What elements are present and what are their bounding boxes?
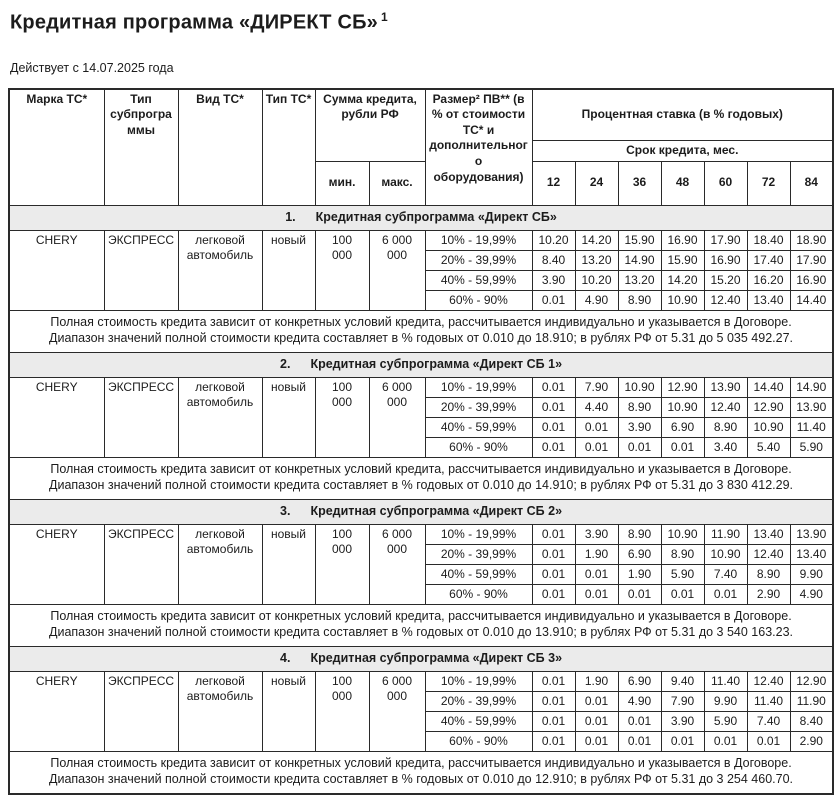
header-downpayment: Размер² ПВ** (в % от стоимости ТС* и дополнительного оборудования) bbox=[425, 89, 532, 206]
rate-cell: 11.40 bbox=[790, 417, 833, 437]
header-term-84: 84 bbox=[790, 161, 833, 205]
pv-range-cell: 60% - 90% bbox=[425, 731, 532, 751]
header-vehicle-type: Тип ТС* bbox=[262, 89, 315, 206]
header-term-72: 72 bbox=[747, 161, 790, 205]
rate-cell: 2.90 bbox=[747, 584, 790, 604]
rate-cell: 13.20 bbox=[618, 270, 661, 290]
fullcost-note: Полная стоимость кредита зависит от конкретных условий кредита, рассчитывается индивидуально и указывается в Договоре. Диапазон значений полной стоимости кредита составляет в % годовых от 0.010 до 13.910; в рублях РФ от 5.31 до 3 540 163.23. bbox=[9, 604, 833, 646]
rate-cell: 2.90 bbox=[790, 731, 833, 751]
rate-cell: 4.90 bbox=[575, 290, 618, 310]
section-direct-sb-2 bbox=[9, 499, 833, 646]
rate-cell: 11.40 bbox=[747, 691, 790, 711]
rate-cell: 12.90 bbox=[790, 671, 833, 691]
min-sum-cell: 100 000 bbox=[315, 230, 369, 310]
rate-cell: 8.90 bbox=[704, 417, 747, 437]
table-row bbox=[9, 230, 833, 250]
fullcost-note: Полная стоимость кредита зависит от конкретных условий кредита, рассчитывается индивидуально и указывается в Договоре. Диапазон значений полной стоимости кредита составляет в % годовых от 0.010 до 18.910; в рублях РФ от 5.31 до 5 035 492.27. bbox=[9, 310, 833, 352]
header-term-36: 36 bbox=[618, 161, 661, 205]
header-term-48: 48 bbox=[661, 161, 704, 205]
header-vehicle-kind: Вид ТС* bbox=[178, 89, 262, 206]
rate-cell: 13.40 bbox=[790, 544, 833, 564]
note-row bbox=[9, 310, 833, 352]
effective-date: Действует с 14.07.2025 года bbox=[10, 60, 174, 75]
rate-cell: 0.01 bbox=[532, 544, 575, 564]
rate-cell: 6.90 bbox=[618, 544, 661, 564]
rate-cell: 12.90 bbox=[747, 397, 790, 417]
vehicle-kind-cell: легковой автомобиль bbox=[178, 377, 262, 457]
max-sum-cell: 6 000 000 bbox=[369, 524, 425, 604]
section-band bbox=[9, 205, 833, 230]
rate-cell: 9.90 bbox=[704, 691, 747, 711]
header-max: макс. bbox=[369, 161, 425, 205]
rate-cell: 11.90 bbox=[704, 524, 747, 544]
rate-cell: 10.90 bbox=[747, 417, 790, 437]
fullcost-note: Полная стоимость кредита зависит от конкретных условий кредита, рассчитывается индивидуально и указывается в Договоре. Диапазон значений полной стоимости кредита составляет в % годовых от 0.010 до 12.910; в рублях РФ от 5.31 до 3 254 460.70. bbox=[9, 751, 833, 794]
header-min: мин. bbox=[315, 161, 369, 205]
rate-cell: 0.01 bbox=[532, 437, 575, 457]
rate-cell: 8.40 bbox=[790, 711, 833, 731]
credit-rates-table bbox=[8, 88, 834, 795]
rate-cell: 0.01 bbox=[532, 417, 575, 437]
brand-cell: CHERY bbox=[9, 230, 104, 310]
rate-cell: 16.90 bbox=[661, 230, 704, 250]
rate-cell: 0.01 bbox=[532, 524, 575, 544]
rate-cell: 16.90 bbox=[790, 270, 833, 290]
rate-cell: 4.40 bbox=[575, 397, 618, 417]
brand-cell: CHERY bbox=[9, 524, 104, 604]
min-sum-cell: 100 000 bbox=[315, 377, 369, 457]
rate-cell: 8.90 bbox=[747, 564, 790, 584]
vehicle-type-cell: новый bbox=[262, 671, 315, 751]
rate-cell: 14.20 bbox=[575, 230, 618, 250]
rate-cell: 3.40 bbox=[704, 437, 747, 457]
rate-cell: 18.40 bbox=[747, 230, 790, 250]
pv-range-cell: 40% - 59,99% bbox=[425, 270, 532, 290]
pv-range-cell: 60% - 90% bbox=[425, 584, 532, 604]
table-row bbox=[9, 377, 833, 397]
rate-cell: 17.90 bbox=[790, 250, 833, 270]
vehicle-kind-cell: легковой автомобиль bbox=[178, 671, 262, 751]
rate-cell: 9.90 bbox=[790, 564, 833, 584]
pv-range-cell: 40% - 59,99% bbox=[425, 711, 532, 731]
rate-cell: 13.90 bbox=[790, 397, 833, 417]
section-number: 3. bbox=[280, 503, 291, 518]
section-title: Кредитная субпрограмма «Директ СБ 2» bbox=[310, 503, 563, 518]
rate-cell: 6.90 bbox=[618, 671, 661, 691]
rate-cell: 12.40 bbox=[704, 290, 747, 310]
rate-cell: 5.90 bbox=[790, 437, 833, 457]
section-number: 1. bbox=[285, 209, 296, 224]
rate-cell: 12.90 bbox=[661, 377, 704, 397]
rate-cell: 3.90 bbox=[575, 524, 618, 544]
pv-range-cell: 20% - 39,99% bbox=[425, 691, 532, 711]
vehicle-type-cell: новый bbox=[262, 377, 315, 457]
rate-cell: 17.90 bbox=[704, 230, 747, 250]
rate-cell: 0.01 bbox=[618, 584, 661, 604]
section-direct-sb-3 bbox=[9, 646, 833, 794]
max-sum-cell: 6 000 000 bbox=[369, 671, 425, 751]
section-band bbox=[9, 499, 833, 524]
rate-cell: 0.01 bbox=[704, 731, 747, 751]
pv-range-cell: 10% - 19,99% bbox=[425, 230, 532, 250]
rate-cell: 0.01 bbox=[575, 437, 618, 457]
rate-cell: 0.01 bbox=[575, 564, 618, 584]
rate-cell: 12.40 bbox=[747, 671, 790, 691]
section-direct-sb-1 bbox=[9, 352, 833, 499]
rate-cell: 8.40 bbox=[532, 250, 575, 270]
rate-cell: 4.90 bbox=[790, 584, 833, 604]
pv-range-cell: 20% - 39,99% bbox=[425, 250, 532, 270]
rate-cell: 14.40 bbox=[747, 377, 790, 397]
rate-cell: 5.90 bbox=[661, 564, 704, 584]
rate-cell: 10.90 bbox=[661, 290, 704, 310]
rate-cell: 10.90 bbox=[704, 544, 747, 564]
header-term-24: 24 bbox=[575, 161, 618, 205]
rate-cell: 15.20 bbox=[704, 270, 747, 290]
rate-cell: 4.90 bbox=[618, 691, 661, 711]
rate-cell: 0.01 bbox=[575, 731, 618, 751]
pv-range-cell: 10% - 19,99% bbox=[425, 377, 532, 397]
rate-cell: 8.90 bbox=[618, 397, 661, 417]
section-number: 2. bbox=[280, 356, 291, 371]
rate-cell: 0.01 bbox=[661, 731, 704, 751]
rate-cell: 10.20 bbox=[532, 230, 575, 250]
brand-cell: CHERY bbox=[9, 377, 104, 457]
rate-cell: 8.90 bbox=[618, 524, 661, 544]
rate-cell: 0.01 bbox=[575, 584, 618, 604]
rate-cell: 5.40 bbox=[747, 437, 790, 457]
rate-cell: 7.90 bbox=[661, 691, 704, 711]
section-title: Кредитная субпрограмма «Директ СБ 3» bbox=[310, 650, 563, 665]
rate-cell: 7.40 bbox=[704, 564, 747, 584]
rate-cell: 10.90 bbox=[661, 524, 704, 544]
rate-cell: 16.20 bbox=[747, 270, 790, 290]
rate-cell: 0.01 bbox=[575, 417, 618, 437]
rate-cell: 8.90 bbox=[618, 290, 661, 310]
rate-cell: 3.90 bbox=[618, 417, 661, 437]
rate-cell: 3.90 bbox=[661, 711, 704, 731]
subprogram-cell: ЭКСПРЕСС bbox=[104, 524, 178, 604]
vehicle-type-cell: новый bbox=[262, 524, 315, 604]
note-row bbox=[9, 751, 833, 794]
section-direct-sb bbox=[9, 205, 833, 352]
rate-cell: 7.90 bbox=[575, 377, 618, 397]
rate-cell: 17.40 bbox=[747, 250, 790, 270]
vehicle-kind-cell: легковой автомобиль bbox=[178, 230, 262, 310]
rate-cell: 13.40 bbox=[747, 524, 790, 544]
rate-cell: 0.01 bbox=[532, 377, 575, 397]
header-interest-rate: Процентная ставка (в % годовых) bbox=[532, 89, 833, 141]
section-band bbox=[9, 352, 833, 377]
rate-cell: 0.01 bbox=[661, 437, 704, 457]
pv-range-cell: 10% - 19,99% bbox=[425, 671, 532, 691]
rate-cell: 1.90 bbox=[575, 544, 618, 564]
rate-cell: 10.90 bbox=[618, 377, 661, 397]
rate-cell: 0.01 bbox=[532, 671, 575, 691]
rate-cell: 0.01 bbox=[704, 584, 747, 604]
rate-cell: 12.40 bbox=[747, 544, 790, 564]
rate-cell: 0.01 bbox=[532, 691, 575, 711]
min-sum-cell: 100 000 bbox=[315, 671, 369, 751]
rate-cell: 0.01 bbox=[532, 397, 575, 417]
header-term: Срок кредита, мес. bbox=[532, 141, 833, 162]
note-row bbox=[9, 604, 833, 646]
section-title: Кредитная субпрограмма «Директ СБ» bbox=[315, 209, 557, 224]
rate-cell: 16.90 bbox=[704, 250, 747, 270]
header-term-60: 60 bbox=[704, 161, 747, 205]
pv-range-cell: 40% - 59,99% bbox=[425, 417, 532, 437]
subprogram-cell: ЭКСПРЕСС bbox=[104, 671, 178, 751]
rate-cell: 13.90 bbox=[704, 377, 747, 397]
pv-range-cell: 40% - 59,99% bbox=[425, 564, 532, 584]
rate-cell: 14.40 bbox=[790, 290, 833, 310]
rate-cell: 6.90 bbox=[661, 417, 704, 437]
rate-cell: 13.90 bbox=[790, 524, 833, 544]
rate-cell: 9.40 bbox=[661, 671, 704, 691]
section-band bbox=[9, 646, 833, 671]
section-title: Кредитная субпрограмма «Директ СБ 1» bbox=[310, 356, 563, 371]
rate-cell: 10.20 bbox=[575, 270, 618, 290]
rate-cell: 14.90 bbox=[618, 250, 661, 270]
table-row bbox=[9, 671, 833, 691]
header-subprogram-type: Тип субпрограммы bbox=[104, 89, 178, 206]
vehicle-type-cell: новый bbox=[262, 230, 315, 310]
rate-cell: 1.90 bbox=[575, 671, 618, 691]
page-title bbox=[10, 10, 832, 35]
rate-cell: 3.90 bbox=[532, 270, 575, 290]
pv-range-cell: 60% - 90% bbox=[425, 437, 532, 457]
rate-cell: 1.90 bbox=[618, 564, 661, 584]
rate-cell: 15.90 bbox=[618, 230, 661, 250]
rate-cell: 0.01 bbox=[532, 564, 575, 584]
rate-cell: 0.01 bbox=[618, 711, 661, 731]
rate-cell: 11.90 bbox=[790, 691, 833, 711]
title-footnote-marker: 1 bbox=[381, 10, 388, 24]
vehicle-kind-cell: легковой автомобиль bbox=[178, 524, 262, 604]
pv-range-cell: 60% - 90% bbox=[425, 290, 532, 310]
pv-range-cell: 10% - 19,99% bbox=[425, 524, 532, 544]
rate-cell: 0.01 bbox=[618, 437, 661, 457]
subprogram-cell: ЭКСПРЕСС bbox=[104, 377, 178, 457]
rate-cell: 12.40 bbox=[704, 397, 747, 417]
rate-cell: 13.40 bbox=[747, 290, 790, 310]
rate-cell: 0.01 bbox=[661, 584, 704, 604]
rate-cell: 0.01 bbox=[532, 731, 575, 751]
rate-cell: 14.20 bbox=[661, 270, 704, 290]
rate-cell: 14.90 bbox=[790, 377, 833, 397]
header-brand: Марка ТС* bbox=[9, 89, 104, 206]
rate-cell: 0.01 bbox=[532, 290, 575, 310]
rate-cell: 7.40 bbox=[747, 711, 790, 731]
fullcost-note: Полная стоимость кредита зависит от конкретных условий кредита, рассчитывается индивидуально и указывается в Договоре. Диапазон значений полной стоимости кредита составляет в % годовых от 0.010 до 14.910; в рублях РФ от 5.31 до 3 830 412.29. bbox=[9, 457, 833, 499]
rate-cell: 8.90 bbox=[661, 544, 704, 564]
rate-cell: 10.90 bbox=[661, 397, 704, 417]
rate-cell: 11.40 bbox=[704, 671, 747, 691]
rate-cell: 15.90 bbox=[661, 250, 704, 270]
rate-cell: 0.01 bbox=[532, 711, 575, 731]
rate-cell: 13.20 bbox=[575, 250, 618, 270]
note-row bbox=[9, 457, 833, 499]
rate-cell: 0.01 bbox=[575, 711, 618, 731]
min-sum-cell: 100 000 bbox=[315, 524, 369, 604]
pv-range-cell: 20% - 39,99% bbox=[425, 544, 532, 564]
rate-cell: 0.01 bbox=[575, 691, 618, 711]
table-row bbox=[9, 524, 833, 544]
max-sum-cell: 6 000 000 bbox=[369, 230, 425, 310]
page-title-text: Кредитная программа «ДИРЕКТ СБ» bbox=[10, 11, 378, 34]
rate-cell: 18.90 bbox=[790, 230, 833, 250]
pv-range-cell: 20% - 39,99% bbox=[425, 397, 532, 417]
rate-cell: 0.01 bbox=[532, 584, 575, 604]
subprogram-cell: ЭКСПРЕСС bbox=[104, 230, 178, 310]
rate-cell: 0.01 bbox=[747, 731, 790, 751]
section-number: 4. bbox=[280, 650, 291, 665]
brand-cell: CHERY bbox=[9, 671, 104, 751]
rate-cell: 5.90 bbox=[704, 711, 747, 731]
header-term-12: 12 bbox=[532, 161, 575, 205]
rate-cell: 0.01 bbox=[618, 731, 661, 751]
header-credit-sum: Сумма кредита, рубли РФ bbox=[315, 89, 425, 162]
max-sum-cell: 6 000 000 bbox=[369, 377, 425, 457]
